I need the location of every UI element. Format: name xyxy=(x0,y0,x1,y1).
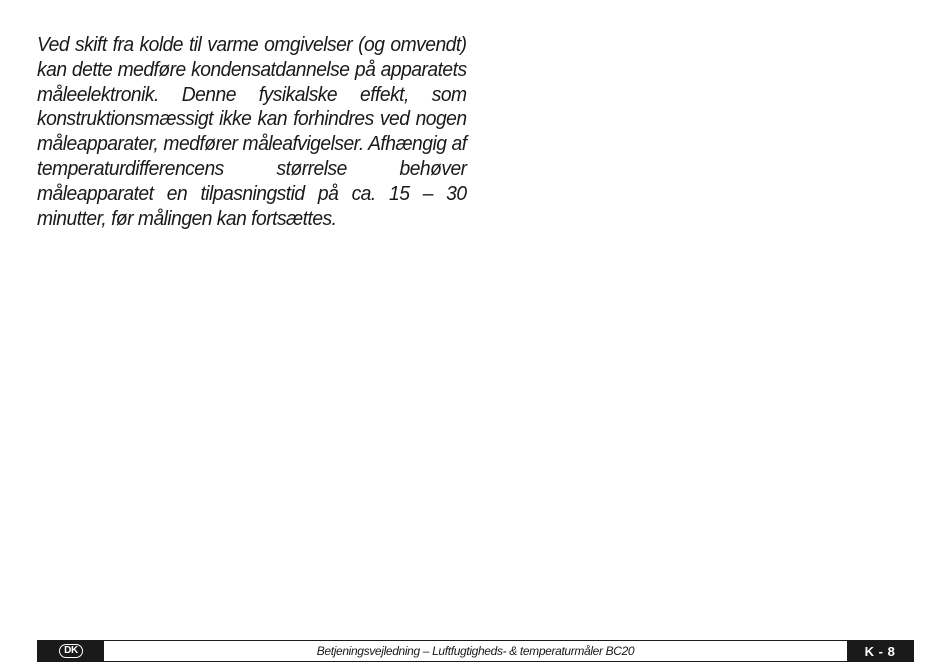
country-badge: DK xyxy=(59,644,83,658)
page-content xyxy=(37,33,467,231)
country-badge-cell xyxy=(38,641,104,661)
footer-title: Betjeningsvejledning – Luftfugtigheds- & temperaturmåler BC20 xyxy=(316,644,635,658)
page-footer xyxy=(37,640,914,662)
page-number: K - 8 xyxy=(847,641,913,661)
body-paragraph: Ved skift fra kolde til varme omgivelser (og omvendt) kan dette medføre kondensatdannelse på apparatets måleelektronik. Denne fysikalske effekt, som konstruktionsmæssigt ikke kan forhindres ved nogen måleapparater, medfører måleafvigelser. Afhængig af temperaturdifferencens størrelse behøver måleapparatet en tilpasningstid på ca. 15 – 30 minutter, før målingen kan fortsættes. xyxy=(37,33,467,230)
